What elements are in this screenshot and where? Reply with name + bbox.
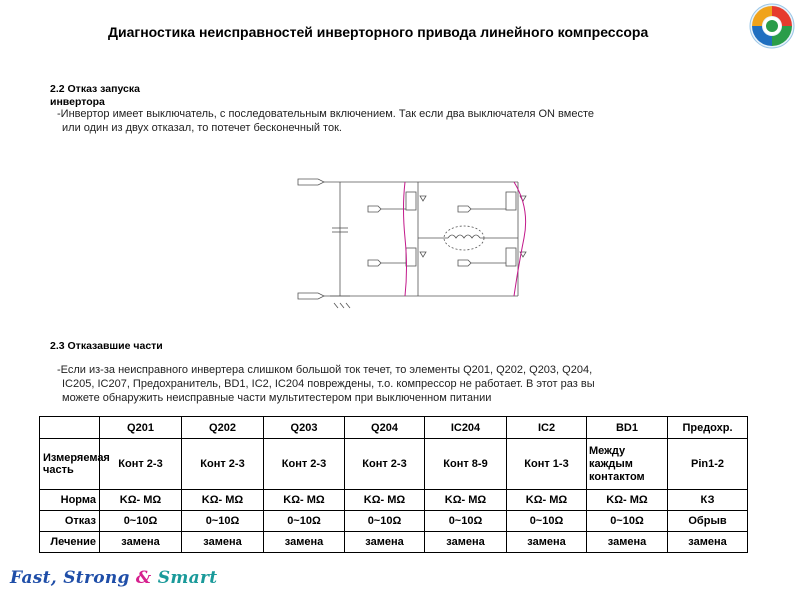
text-line: IC205, IC207, Предохранитель, BD1, IC2, IC204 повреждены, т.о. компрессор не работает. В этот раз вы bbox=[62, 378, 595, 390]
table-cell: 0~10Ω bbox=[507, 511, 587, 532]
table-header-cell: BD1 bbox=[587, 417, 668, 439]
text-line: можете обнаружить неисправные части мультитестером при выключенном питании bbox=[62, 392, 492, 404]
table-row bbox=[40, 532, 748, 553]
table-cell: KΩ- MΩ bbox=[425, 490, 507, 511]
brand-slogan bbox=[10, 568, 217, 588]
table-cell: KΩ- MΩ bbox=[587, 490, 668, 511]
page-title: Диагностика неисправностей инверторного привода линейного компрессора bbox=[108, 24, 649, 40]
table-cell: Pin1-2 bbox=[668, 439, 748, 490]
table-header-cell bbox=[40, 417, 100, 439]
table-header-cell: Q201 bbox=[100, 417, 182, 439]
row-label-measured-part: Измеряемая часть bbox=[40, 439, 100, 490]
table-cell: Конт 2-3 bbox=[264, 439, 345, 490]
table-cell: KΩ- MΩ bbox=[264, 490, 345, 511]
table-cell: 0~10Ω bbox=[345, 511, 425, 532]
table-cell: замена bbox=[345, 532, 425, 553]
text-line: -Если из-за неисправного инвертера слишком большой ток течет, то элементы Q201, Q202, Q203, Q204, bbox=[57, 364, 593, 376]
brand-slogan-part: Fast, Strong bbox=[10, 568, 136, 588]
section-text-start-failure bbox=[57, 107, 594, 135]
section-heading-failed-parts: 2.3 Отказавшие части bbox=[50, 340, 163, 352]
table-cell: замена bbox=[668, 532, 748, 553]
section-heading-start-failure: 2.2 Отказ запуска инвертора bbox=[50, 83, 140, 108]
row-label-failure: Отказ bbox=[40, 511, 100, 532]
table-cell: Конт 1-3 bbox=[507, 439, 587, 490]
table-header-cell: Предохр. bbox=[668, 417, 748, 439]
table-row bbox=[40, 490, 748, 511]
inverter-circuit-diagram bbox=[268, 168, 558, 318]
table-cell: Обрыв bbox=[668, 511, 748, 532]
table-cell: 0~10Ω bbox=[100, 511, 182, 532]
table-header-row bbox=[40, 417, 748, 439]
table-cell: KΩ- MΩ bbox=[182, 490, 264, 511]
table-cell: Между каждым контактом bbox=[587, 439, 668, 490]
table-cell: KΩ- MΩ bbox=[507, 490, 587, 511]
table-cell: 0~10Ω bbox=[182, 511, 264, 532]
brand-slogan-amp: & bbox=[135, 568, 152, 588]
table-cell: Конт 8-9 bbox=[425, 439, 507, 490]
table-header-cell: IC2 bbox=[507, 417, 587, 439]
failed-parts-table bbox=[39, 416, 748, 553]
table-header-cell: Q202 bbox=[182, 417, 264, 439]
row-label-normal: Норма bbox=[40, 490, 100, 511]
table-cell: 0~10Ω bbox=[264, 511, 345, 532]
table-cell: 0~10Ω bbox=[425, 511, 507, 532]
table-cell: замена bbox=[264, 532, 345, 553]
table-cell: 0~10Ω bbox=[587, 511, 668, 532]
section-text-failed-parts bbox=[57, 363, 595, 405]
table-cell: замена bbox=[507, 532, 587, 553]
table-cell: Конт 2-3 bbox=[345, 439, 425, 490]
text-line: -Инвертор имеет выключатель, с последовательным включением. Так если два выключателя ON вместе bbox=[57, 108, 594, 120]
table-cell: Конт 2-3 bbox=[100, 439, 182, 490]
table-cell: замена bbox=[100, 532, 182, 553]
table-header-cell: Q203 bbox=[264, 417, 345, 439]
table-row bbox=[40, 511, 748, 532]
table-header-cell: Q204 bbox=[345, 417, 425, 439]
table-cell: KΩ- MΩ bbox=[100, 490, 182, 511]
table-cell: замена bbox=[425, 532, 507, 553]
text-line: или один из двух отказал, то потечет бесконечный ток. bbox=[62, 122, 342, 134]
table-cell: КЗ bbox=[668, 490, 748, 511]
table-cell: KΩ- MΩ bbox=[345, 490, 425, 511]
table-row bbox=[40, 439, 748, 490]
table-header-cell: IC204 bbox=[425, 417, 507, 439]
table-cell: замена bbox=[182, 532, 264, 553]
brand-logo-icon bbox=[748, 2, 796, 50]
brand-slogan-part: Smart bbox=[151, 568, 218, 588]
table-cell: Конт 2-3 bbox=[182, 439, 264, 490]
row-label-treatment: Лечение bbox=[40, 532, 100, 553]
table-cell: замена bbox=[587, 532, 668, 553]
